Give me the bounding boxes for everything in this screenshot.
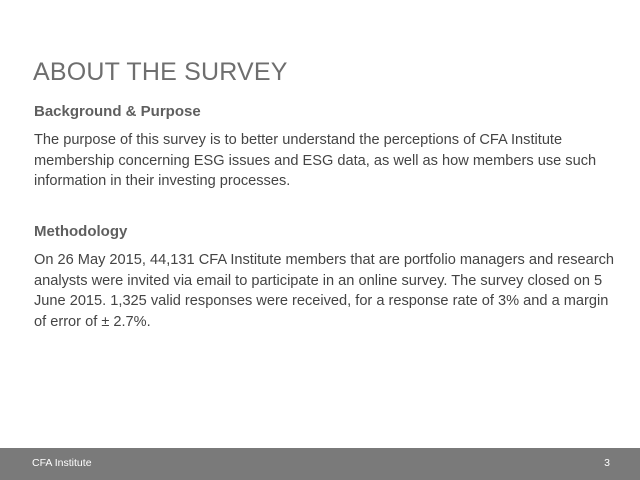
footer-bar: [0, 448, 640, 480]
slide-title: ABOUT THE SURVEY: [33, 58, 288, 86]
footer-organization: CFA Institute: [32, 457, 92, 469]
section-heading-background: Background & Purpose: [34, 103, 201, 120]
page-number: 3: [604, 457, 610, 469]
section-heading-methodology: Methodology: [34, 223, 128, 240]
section-body-background: The purpose of this survey is to better understand the perceptions of CFA Institute membership concerning ESG issues and ESG data, as well as how members use such information in their investing processes.: [34, 132, 597, 189]
section-body-methodology: On 26 May 2015, 44,131 CFA Institute members that are portfolio managers and research analysts were invited via email to participate in an online survey. The survey closed on 5 June 2015. 1,325 valid responses were received, for a response rate of 3% and a margin of error of ± 2.7%.: [34, 252, 615, 330]
